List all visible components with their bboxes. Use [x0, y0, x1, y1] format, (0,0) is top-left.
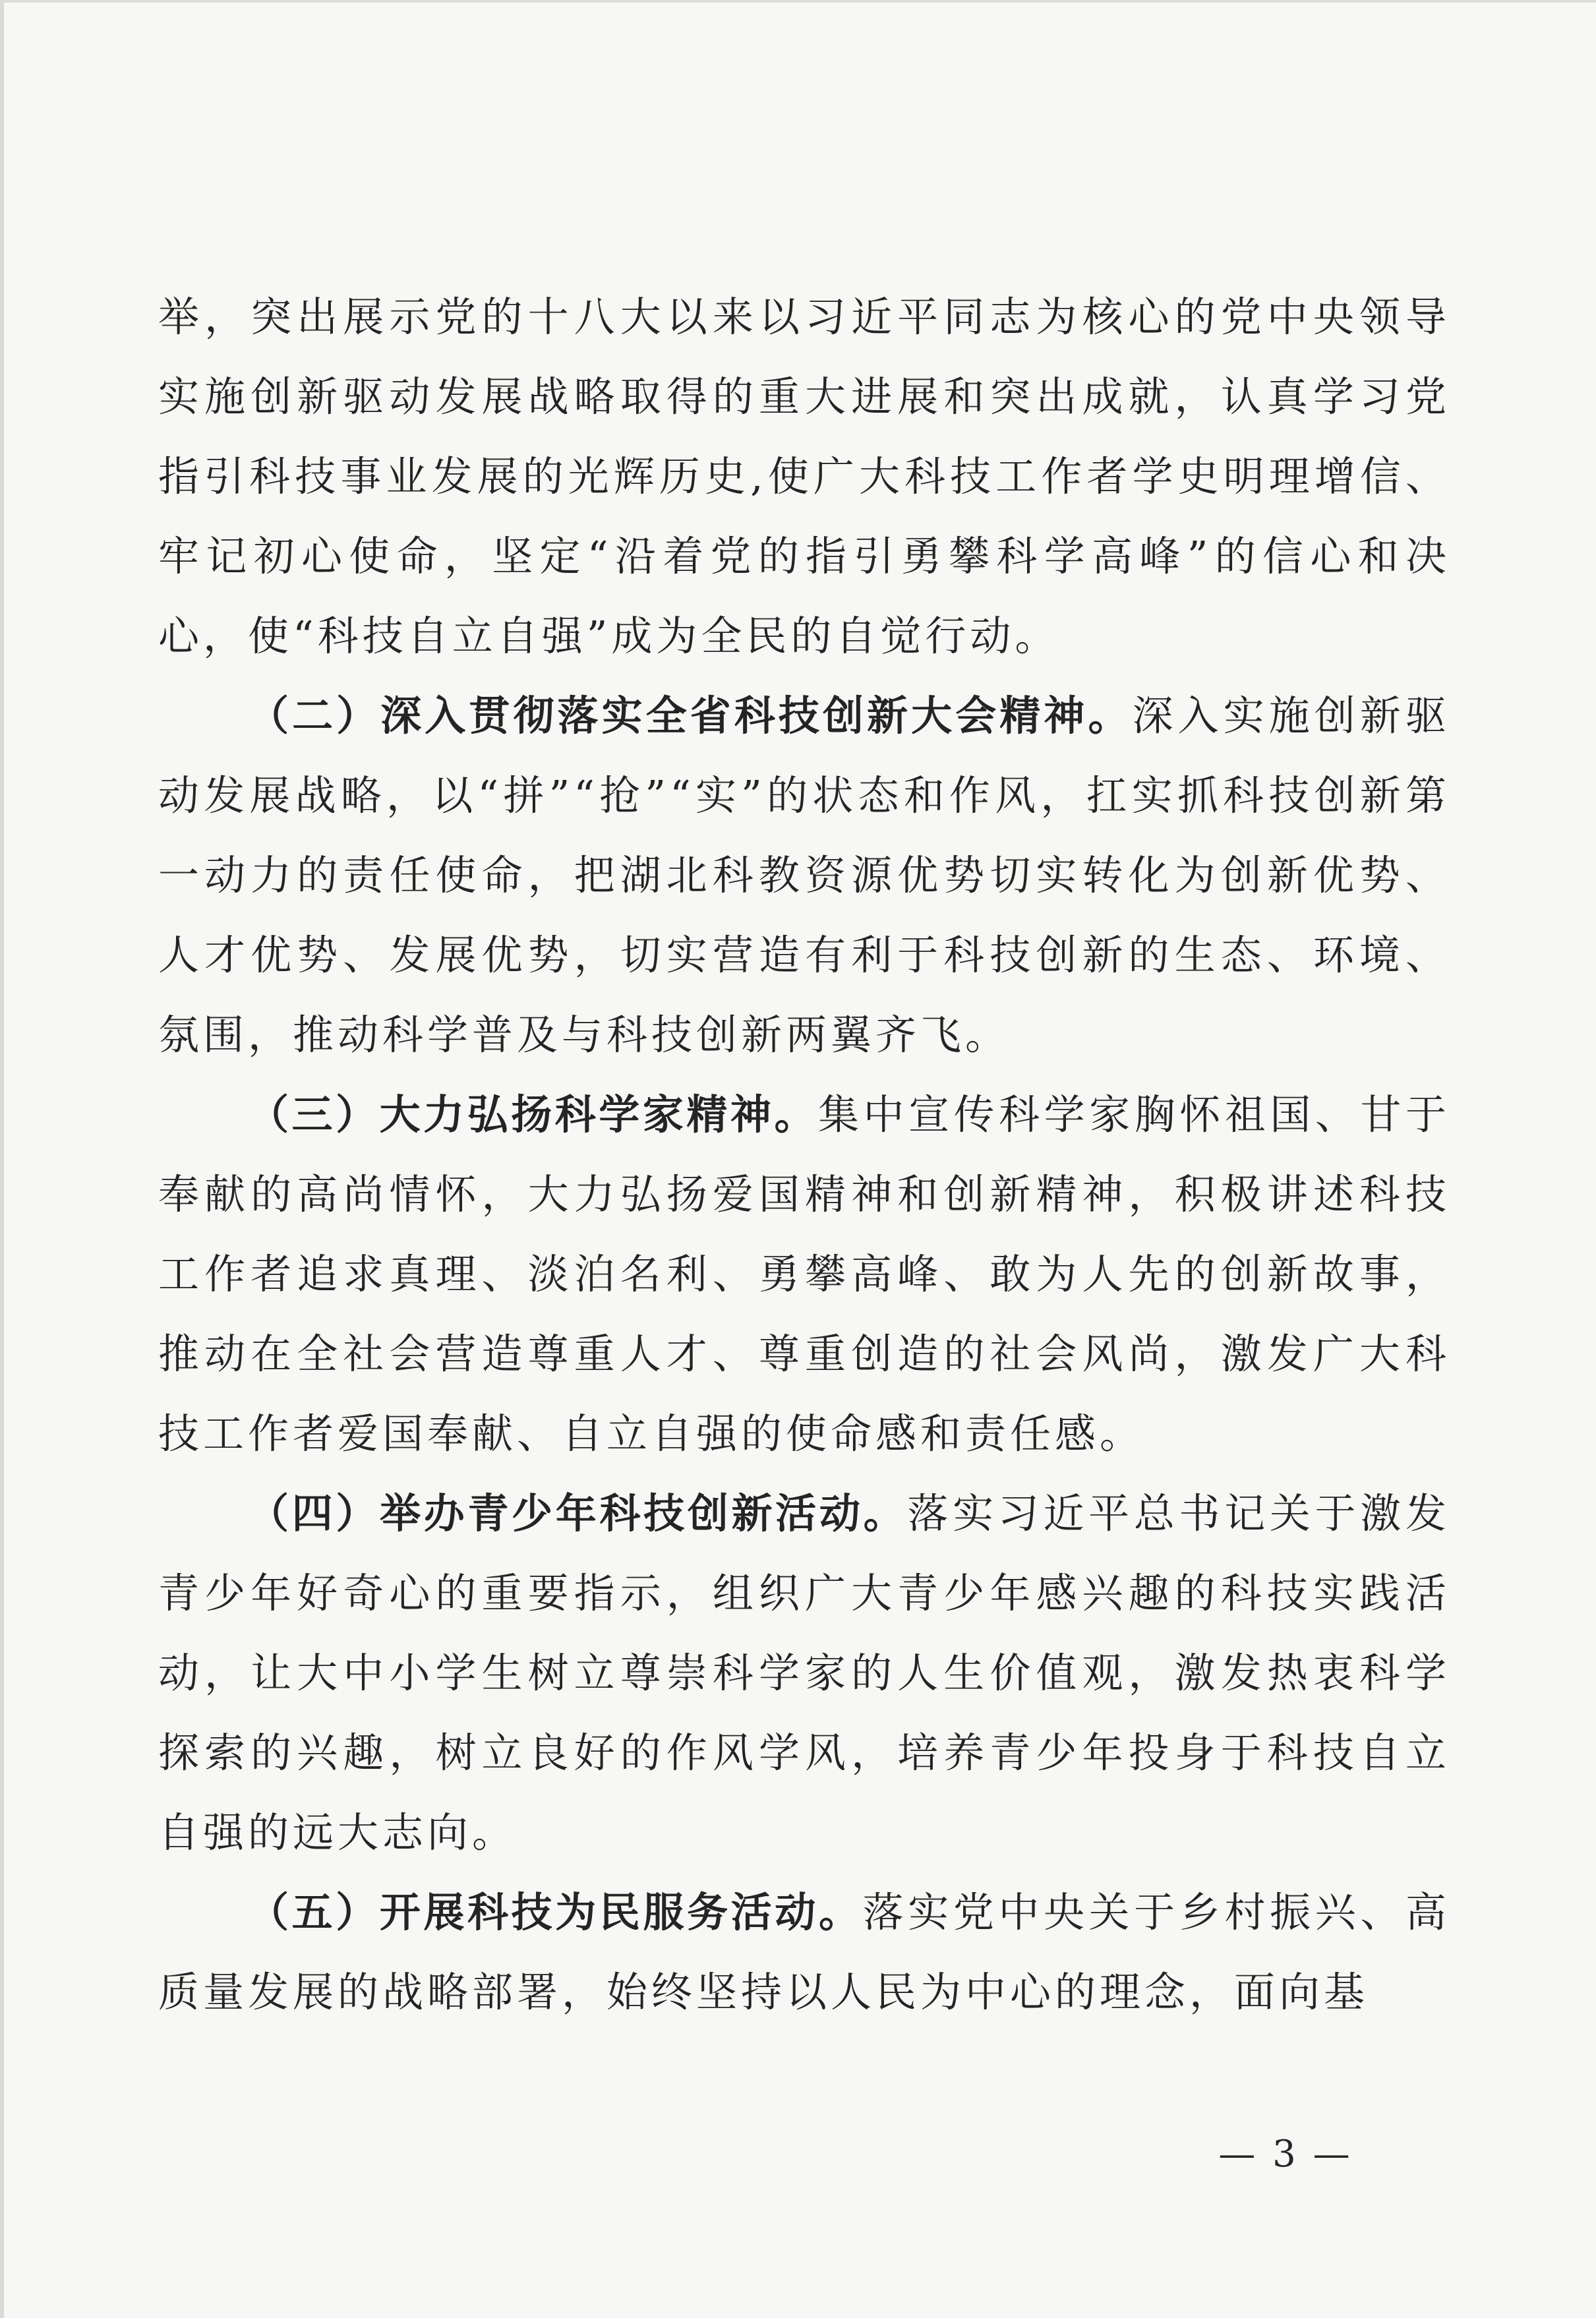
- paragraph-section-5: [158, 1872, 1450, 2032]
- document-body: [158, 277, 1450, 2032]
- paragraph-text: 落实党中央关于乡村振兴、高质量发展的战略部署，始终坚持以人民为中心的理念，面向基: [158, 1888, 1450, 2016]
- paragraph-text: 深入实施创新驱动发展战略，以“拼”“抢”“实”的状态和作风，扛实抓科技创新第一动力的责任使命，把湖北科教资源优势切实转化为创新优势、人才优势、发展优势，切实营造有利于科技创新的生态、环境、氛围，推动科学普及与科技创新两翼齐飞。: [158, 692, 1450, 1059]
- paragraph-section-3: [158, 1075, 1450, 1473]
- paragraph-text: 落实习近平总书记关于激发青少年好奇心的重要指示，组织广大青少年感兴趣的科技实践活动，让大中小学生树立尊崇科学家的人生价值观，激发热衷科学探索的兴趣，树立良好的作风学风，培养青少年投身于科技自立自强的远大志向。: [158, 1489, 1450, 1857]
- paragraph-section-4: [158, 1473, 1450, 1872]
- paragraph-text: 举，突出展示党的十八大以来以习近平同志为核心的党中央领导实施创新驱动发展战略取得的重大进展和突出成就，认真学习党指引科技事业发展的光辉历史,使广大科技工作者学史明理增信、牢记初心使命，坚定“沿着党的指引勇攀科学高峰”的信心和决心，使“科技自立自强”成为全民的自觉行动。: [158, 293, 1450, 660]
- scan-edge-top: [0, 0, 1596, 3]
- section-heading: （三）大力弘扬科学家精神。: [248, 1090, 818, 1139]
- scan-edge-left: [0, 0, 4, 2318]
- section-heading: （四）举办青少年科技创新活动。: [248, 1489, 908, 1537]
- section-heading: （五）开展科技为民服务活动。: [248, 1888, 863, 1936]
- paragraph-continuation: [158, 277, 1450, 676]
- paragraph-section-2: [158, 676, 1450, 1075]
- page-number: — 3 —: [1218, 2133, 1353, 2176]
- paragraph-text: 集中宣传科学家胸怀祖国、甘于奉献的高尚情怀，大力弘扬爱国精神和创新精神，积极讲述科技工作者追求真理、淡泊名利、勇攀高峰、敢为人先的创新故事，推动在全社会营造尊重人才、尊重创造的社会风尚，激发广大科技工作者爱国奉献、自立自强的使命感和责任感。: [158, 1090, 1450, 1458]
- section-heading: （二）深入贯彻落实全省科技创新大会精神。: [248, 692, 1133, 740]
